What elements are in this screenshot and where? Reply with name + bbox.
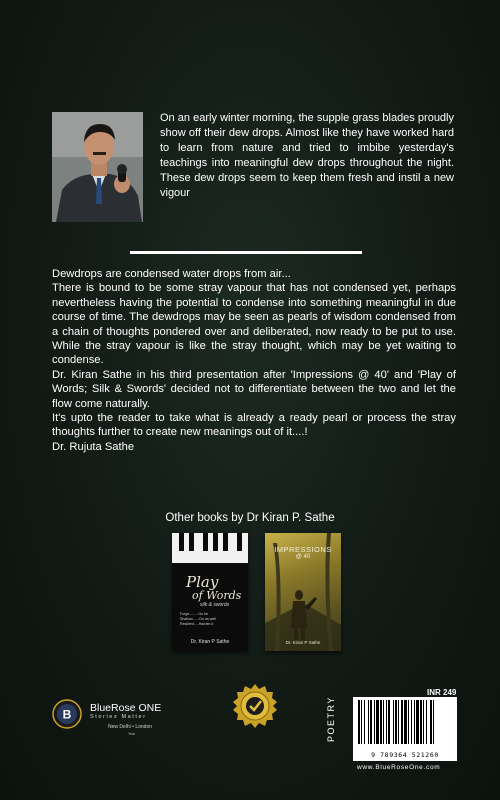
book-author: Dr. Kiran P Sathe: [190, 639, 230, 645]
barcode-bar: [401, 700, 403, 744]
barcode-bar: [370, 700, 372, 744]
publisher-cities: New Delhi • London: [108, 724, 152, 730]
other-books-heading: Other books by Dr Kiran P. Sathe: [165, 512, 335, 524]
publisher-tagline: Stories Matter: [90, 714, 147, 720]
barcode-bars: [357, 700, 453, 748]
section-divider: [130, 251, 362, 254]
book-subtitle: silk & swords: [200, 602, 230, 608]
publisher-website: www.BlueRoseOne.com: [357, 764, 441, 771]
book-author: Dr. Kiran P Sathe: [285, 640, 321, 645]
barcode-bar: [398, 700, 399, 744]
barcode-bar: [411, 700, 412, 744]
intro-paragraph: On an early winter morning, the supple grass blades proudly show off their dew drops. Almost like they have worked hard to learn from nature and tried to imbibe yesterday's teachings into meaningful dew drops throughout the night. These dew drops seem to keep them fresh and instil a new vigour: [160, 112, 454, 200]
signature-name: Dr. Rujuta Sathe: [52, 440, 135, 453]
book-title-suffix: @ 40: [295, 554, 311, 560]
author-photo: [52, 112, 143, 222]
barcode-bar: [433, 700, 434, 744]
barcode-bar: [380, 700, 382, 744]
barcode-bar: [386, 700, 387, 744]
description-paragraph: It's upto the reader to take what is already a ready pearl or process the stray thoughts further to create new meanings out of it....!: [52, 412, 456, 439]
barcode-bar: [361, 700, 362, 744]
book-cover-play-of-words: [172, 533, 248, 651]
description-paragraph: Dr. Kiran Sathe in his third presentation after 'Impressions @ 40' and 'Play of Words; Silk & Swords' decided not to differentiate between the two and let the flow come naturally.: [52, 368, 456, 410]
piano-keys-graphic: [172, 533, 248, 563]
barcode-bar: [408, 700, 409, 744]
book-tagline: Forge.........Go for Shallow.......Do as well Resilient.....Harden it: [180, 612, 216, 626]
book-cover-impressions: [265, 533, 341, 651]
barcode-bar: [420, 700, 422, 744]
barcode-bar: [368, 700, 369, 744]
barcode-bar: [393, 700, 394, 744]
svg-text:B: B: [62, 707, 72, 722]
book-title: Play of Words: [186, 573, 242, 602]
barcode-bar: [395, 700, 397, 744]
isbn-barcode: [353, 697, 457, 761]
price-label: INR 249: [427, 688, 457, 697]
publisher-name: BlueRose ONE: [90, 702, 162, 714]
barcode-bar: [414, 700, 415, 744]
barcode-bar: [426, 700, 427, 744]
publisher-logo-icon: [52, 699, 82, 729]
publisher-small-text: Year: [128, 732, 136, 736]
barcode-bar: [388, 700, 390, 744]
isbn-number: 9 789364 521260: [371, 751, 439, 759]
barcode-bar: [404, 700, 407, 744]
barcode-bar: [364, 700, 365, 744]
description-block: [52, 267, 456, 454]
barcode-bar: [430, 700, 432, 744]
description-paragraph: Dewdrops are condensed water drops from air...: [52, 268, 291, 280]
barcode-bar: [416, 700, 419, 744]
genre-label: POETRY: [326, 696, 336, 742]
barcode-bar: [423, 700, 424, 744]
barcode-bar: [358, 700, 360, 744]
barcode-bar: [374, 700, 375, 744]
barcode-bar: [376, 700, 379, 744]
book-title: IMPRESSIONS: [274, 545, 332, 554]
description-paragraph: There is bound to be some stray vapour that has not condensed yet, perhaps nevertheless having the potential to condense into something meaningful in due course of time. The dewdrops may be seen as pearls of wisdom condensed from a chain of thoughts pondered over and deliberated, now ready to be put to use. While the stray vapour is like the stray thought, which may be yet waiting to condense.: [52, 282, 456, 367]
barcode-bar: [383, 700, 384, 744]
quality-seal-icon: [232, 683, 278, 729]
